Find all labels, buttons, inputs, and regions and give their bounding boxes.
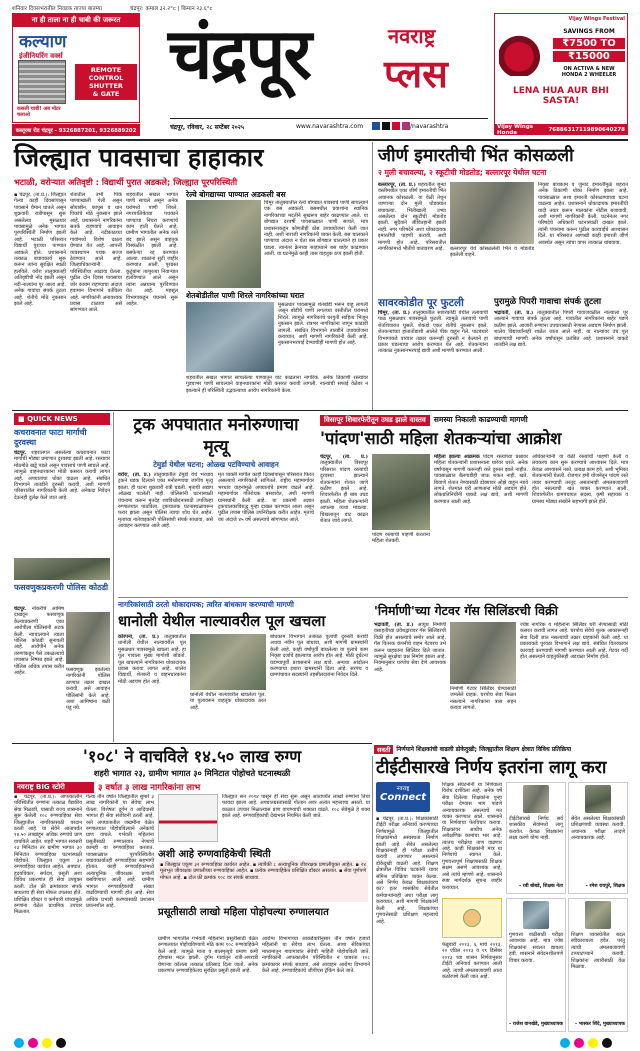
- farmers-kicker: [320, 414, 628, 426]
- left-ad-brand: कल्याण: [19, 32, 67, 52]
- remote-tags: [75, 64, 137, 100]
- x-icon[interactable]: [382, 122, 390, 130]
- left-ad-banner: ना ही ताला ना ही चाबी की जरूरत: [13, 14, 139, 27]
- quote-text-3: गुणवत्ता वाढीसाठी परीक्षा आवश्यक आहे. मात्र ज्येष्ठ शिक्षकांना सवलत द्यायला हवी. शासनाने संवेदनशीलपणे विचार करावा.: [509, 932, 563, 964]
- story108-col-4: आरोग्य विभागाच्या आकडेवारीनुसार तीन वर्षात हजारो महिलांनी या सेवेचा लाभ घेतला. आशा सेविकांच्या माध्यमातून गावागावांत सेवेची माहिती पोहोचविली जाते. नागरिकांनी आपत्कालीन परिस्थितीत न घाबरता १०८ क्रमांकावर संपर्क साधावा, असे आवाहन आरोग्य विभागाने केले आहे. रुग्णवाहिकांचे जीपीएस ट्रॅकिंग केले जाते.: [262, 936, 370, 975]
- quick-news-label-text: QUICK NEWS: [27, 415, 78, 423]
- right-ad-price-to: ₹15000: [553, 51, 625, 62]
- farmers-byline: चंद्रपूर, (ता. प्र.): [320, 454, 368, 460]
- quick-item-1-text: चंद्रपूर. शहरालगत असलेल्या कचरावनात फाटा मार्गाची मोठ्या प्रमाणात दुरवस्था झाली आहे. रस्त्यावर मोठमोठे खड्डे पडले असून पावसाचे पाणी साचले आहे. त्यामुळे वाहनधारकांना मोठी कसरत करावी लागत आहे. अपघाताचा धोका वाढला आहे. संबंधित विभागाने तातडीने दुरुस्ती करावी, अशी मागणी परिसरातील नागरिकांनी केली आहे. अनेकदा निवेदन देऊनही दुर्लक्ष केले जात आहे.: [14, 450, 110, 501]
- story108-col-2: गेल्या तीन वर्षात जिल्ह्यातील सुमारे ३ लाख नागरिकांनी या सेवेचा लाभ घेतला. विशेषतः दुर्गम व आदिवासी भागात ही सेवा संजीवनी ठरली आहे. रस्ते अपघातातील जखमींना वेळेत रुग्णालयात पोहोचविल्याने अनेकांचे प्राण वाचले. गर्भवती महिलांना प्रसूतीसाठी रुग्णालयात नेण्याचे कामही या रुग्णवाहिका करतात. पावसाळ्यात पूरपरिस्थितीत बचावकार्यातही रुग्णवाहिका सहभागी होतात. काही रुग्णवाहिकांमध्ये अत्याधुनिक जीवरक्षक प्रणाली बसविण्यात आली आहे. ग्रामीण भागात रुग्णवाहिकांची संख्या वाढविण्याची मागणी होत आहे. सेवा अधिक प्रभावी करण्यासाठी प्रशासन प्रयत्नशील आहे.: [86, 794, 154, 909]
- col-divider-lead: [372, 142, 373, 410]
- yellow-mark-icon: [42, 1038, 52, 1048]
- connect-badge: [376, 782, 430, 812]
- date-line: चंद्रपूर, रविवार, २८ सप्टेंबर २०२५: [170, 124, 245, 131]
- big-story-tag: नवराष्ट्र BIG स्टोरी: [14, 782, 94, 793]
- cyan-mark-icon: [14, 1038, 24, 1048]
- cylinder-headline: 'निर्माणी'च्या गेटवर गॅस सिलिंडरची विक्री: [374, 603, 558, 618]
- farmers-col-2: महिला झाल्या आक्रमक पांदण रस्त्यांच्या प्रश्नावर महिला शेतकऱ्यांनी प्रशासनाला धारेवर धरले. अनेक वर्षांपासून मागणी करूनही रस्ते दुरुस्त झाले नाहीत. पावसाळ्यात बैलगाडीही जाऊ शकत नाही. खते, बियाणे शेतात नेण्यासाठी डोक्यावर ओझे वाहून न्यावे लागते. शेतमाल घरी आणताना मोठी अडचण होते. लोकप्रतिनिधींनी याकडे लक्ष द्यावे, अशी मागणी करण्यात आली आहे.: [434, 454, 528, 505]
- culvert-col-2: बांधकाम विभागाने तत्काळ पुलाची दुरुस्ती करावी अथवा नवीन पूल बांधावा, अशी मागणी ग्रामस्थांनी केली आहे. काही वर्षांपूर्वी बांधलेल्या या पुलाचे काम निकृष्ट दर्जाचे झाल्याचा आरोप होत आहे. मोठी दुर्घटना घडण्यापूर्वी प्रशासनाने लक्ष द्यावे. अन्यथा आंदोलन करण्याचा इशारा ग्रामस्थांनी दिला आहे. सरपंच व ग्रामपंचायत सदस्यांनी तहसीलदारांना निवेदन दिले.: [270, 634, 368, 679]
- lead-photo-text: चिमूर तालुक्यातील रेल्वे बोगद्यात पावसाचे पाणी साचल्याने एक बस अडकली. बसमधील प्रवाशांना स्थानिक नागरिकांच्या मदतीने सुखरूप बाहेर काढण्यात आले. या बोगद्यात दरवर्षी पावसाळ्यात पाणी साचते, मात्र प्रशासनाकडून कोणतीही ठोस उपाययोजना केली जात नाही, अशी नाराजी नागरिकांनी व्यक्त केली. बस चालकाने पाण्याचा अंदाज न घेता बस बोगद्यात घातल्याने हा प्रकार घडला. त्यानंतर क्रेनच्या साहाय्याने बस बाहेर काढण्यात आली. या घटनेमुळे काही तास वाहतूक ठप्प झाली होती.: [264, 200, 368, 258]
- bridge-short-text: भद्रावती, (ता. प्र.) तालुक्यातील पिपरी गावाजवळील नाल्याला पूर आल्याने गावाचा संपर्क तुटला आहे. गावातील नागरिकांना बाहेर पडणे कठीण झाले. आजारी रुग्णांना उपचारासाठी नेण्यास अडचण निर्माण झाली. शालेय विद्यार्थ्यांनाही शाळेत जाता आले नाही. या नाल्यावर उंच पूल बांधण्याची मागणी अनेक वर्षांपासून प्रलंबित आहे. प्रशासनाने याकडे तातडीने लक्ष द्यावे.: [494, 310, 628, 349]
- lead-col-3: शहरातील सखल भागात पाणी साचले असून अनेक घरांमध्ये पाणी शिरले. नगरपालिकेच्या पथकाने पाण्याचा निचरा करण्याचे काम हाती घेतले आहे. ग्रामीण भागातील अनेक रस्ते बंद झाले असून वाहतूक विस्कळीत झाली आहे. बसफेऱ्या रद्द करण्यात आल्या. शाळांना सुटी जाहीर करण्यात आली. पूरग्रस्त कुटुंबांना तात्पुरत्या निवाऱ्यात हलविण्यात आले असून त्यांना अन्नधान्य पुरविण्यात येत आहे. महसूल विभागाकडून पंचनामे सुरू आहेत.: [126, 192, 178, 307]
- shutter-image: [18, 60, 66, 104]
- tet-kicker-bar: [374, 744, 628, 754]
- quick-photo: [14, 558, 110, 580]
- story108-headline: '१०८' ने वाचविले १४.५० लाख रुग्ण: [82, 747, 302, 766]
- story108-box-headline: अशी आहे रुग्णवाहिकेची स्थिती: [158, 849, 271, 860]
- quote-name-2: - रमेश रायपुरे, शिक्षक: [585, 884, 625, 889]
- website-link[interactable]: www.navarashtra.com: [296, 123, 364, 130]
- right-ad-dealer: Vijay Wings Honda: [497, 123, 534, 136]
- left-ad-address: कस्तूरबा रोड चंद्रपूर - 9326887201, 9326889202: [12, 124, 140, 136]
- farmers-headline: 'पांदण'साठी महिला शेतकऱ्यांचा आक्रोश: [320, 429, 562, 448]
- lead-photo-caption-bottom: शहरातील सखल भागात साचलेल्या पाण्यातून वाट काढताना नागरिक. अनेक ठिकाणी रस्त्यांवर गुडघाभर पाणी साचल्याने वाहनधारकांना मोठी कसरत करावी लागली. नाल्यांची सफाई वेळेवर न झाल्याने ही परिस्थिती उद्भवल्याचा आरोप नागरिकांनी केला.: [186, 375, 368, 394]
- culvert-photo-caption: धानोली येथील नाल्यावरील खचलेला पूल. या पुलावरून वाहतूक धोकादायक ठरत आहे.: [190, 692, 266, 711]
- row-divider-mid: [118, 597, 628, 598]
- tag-remote: REMOTE: [90, 66, 122, 74]
- weather-readout: चंद्रपूर: कमाल ३२.२°c | किमान २३.६°c: [130, 6, 213, 12]
- story108-col-1: ▪ चंद्रपूर, (ता.प्र.): आपत्कालीन परिस्थितीत रुग्णांना तत्काळ वैद्यकीय सेवा मिळावी, यासाठी राज्य शासनाने सुरू केलेली १०८ रुग्णवाहिका सेवा जिल्ह्यातील नागरिकांसाठी वरदान ठरली आहे. या सेवेने आतापर्यंत १४.५० लाखांहून अधिक रुग्णांचे प्राण वाचविले आहेत. शहरी भागात सरासरी २३ मिनिटांत तर ग्रामीण भागात ३० मिनिटांत रुग्णवाहिका घटनास्थळी पोहोचते. जिल्ह्यात एकूण ३२ रुग्णवाहिका कार्यरत आहेत. अपघात, हृदयविकार, सर्पदंश, प्रसूती अशा विविध प्रकरणांत ही सेवा उपयुक्त ठरली. टोल फ्री क्रमांकावर संपर्क साधताच ही सेवा मोफत उपलब्ध होते. प्रशिक्षित डॉक्टर व कर्मचारी यांच्यामुळे रुग्णांना वेळेत प्राथमिक उपचार मिळतात.: [14, 794, 82, 916]
- facebook-icon[interactable]: [372, 122, 380, 130]
- story108-box-text: ▪ जिल्ह्यात एकूण ३२ रुग्णवाहिका कार्यरत आहेत. ▪ त्यापैकी ८ अत्याधुनिक जीवरक्षक प्रणालीयुक्त आहेत. ▪ २४ मूलभूत जीवरक्षक प्रणालीच्या रुग्णवाहिका आहेत. ▪ प्रत्येक रुग्णवाहिकेत प्रशिक्षित डॉक्टर असतात. ▪ सेवा पूर्णपणे मोफत आहे. ▪ टोल फ्री क्रमांक १०८ वर संपर्क साधावा.: [158, 860, 368, 902]
- right-ad-tagline: LENA HUA AUR BHI SASTA!: [513, 86, 609, 106]
- youtube-icon[interactable]: [392, 122, 400, 130]
- col-divider-108: [372, 756, 373, 1034]
- right-ad-phone2[interactable]: 9890640278: [586, 126, 625, 133]
- masthead-bottom-rule: [12, 139, 628, 141]
- lead-col-1: ▪ चंद्रपूर, (ता.प्र.): जिल्ह्यात गेल्या काही दिवसांपासून पावसाने थैमान घातले असून शुक्रवारी रात्रीपासून सुरू असलेल्या मुसळधार पावसामुळे अनेक भागात पूरपरिस्थिती निर्माण झाली आहे. भटाळी परिसरात विद्यार्थी पुराच्या पाण्यात अडकले होते. प्रशासनाने तत्काळ बचावकार्य सुरू करून त्यांना सुरक्षित स्थळी हलविले. वरोरा तालुक्यातही अतिवृष्टीची नोंद झाली असून नदी-नाल्यांना पूर आला आहे. अनेक गावांचा संपर्क तुटला आहे. शेतीचे मोठे नुकसान झाले आहे.: [14, 192, 66, 307]
- tag-gate: & GATE: [92, 90, 120, 98]
- wall-subhead: २ मुली बचावल्या, २ स्कूटीची मोडतोड; बल्लारपूर येथील घटना: [378, 168, 547, 177]
- masthead-sub-brand-bottom: प्लस: [384, 52, 448, 96]
- scooter-image: [499, 28, 549, 76]
- culvert-kicker: नागरिकांसाठी ठरतो धोकादायक; त्वरित बांधकाम करण्याची मागणी: [118, 600, 294, 609]
- truck-col-2: मृत व्यक्ती मागील काही दिवसांपासून परिसरात फिरत असल्याचे नागरिकांनी सांगितले. राष्ट्रीय महामार्गावर भरधाव वाहनांमुळे अपघातांचे प्रमाण वाढले आहे. महामार्गावर गतिरोधक बसवावेत, अशी मागणी ग्रामस्थांनी केली आहे. या प्रकरणी अज्ञात ट्रकचालकाविरुद्ध गुन्हा दाखल करण्यात आला असून पुढील तपास पोलिस उपनिरीक्षक करीत आहेत. मृताचे वय अंदाजे ४५ वर्षे असल्याचे सांगण्यात आले.: [218, 472, 314, 523]
- farmers-col-1: चंद्रपूर, (ता. प्र.) तालुक्यातील विसापूर परिसरात पांदण रस्त्यांची दुरवस्था झाल्याने शेतकऱ्यांना शेतात जाणे कठीण झाले आहे. शिवारफेरीत ही बाब उघड झाली. महिला शेतकऱ्यांनी आपल्या व्यथा मांडल्या. चिखलातून वाट काढत शेतात जावे लागते.: [320, 454, 368, 525]
- masthead-title: चंद्रपूर: [168, 13, 311, 95]
- story108-box-headline2: प्रसूतीसाठी लाखो महिला पोहोचल्या रुग्णालयात: [158, 907, 329, 918]
- story108-subhead: शहरी भागात २३, ग्रामीण भागात ३० मिनिटात पोहोचते घटनास्थळी: [93, 768, 291, 778]
- lead-photo-bus: [186, 200, 261, 288]
- right-ad-footer: [495, 124, 627, 135]
- tet-headline: टीईटीसारखे निर्णय इतरांना लागू करा: [376, 758, 607, 778]
- magenta-mark-icon: [574, 1038, 584, 1048]
- right-ad-price-from: ₹7500 TO: [553, 38, 625, 49]
- section-rule-2: [12, 743, 372, 744]
- quote-avatar-4: [585, 901, 611, 929]
- cylinder-byline: भद्रावती, (ता. प्र.): [374, 622, 414, 628]
- quote-name-4: - भास्कर शिंदे, मुख्याध्यापक: [575, 1022, 625, 1027]
- section-rule-1: [12, 410, 628, 411]
- story108-side-text: जिल्ह्यात सन २०१४ पासून ही सेवा सुरू असून आतापर्यंत लाखो रुग्णांना तिचा फायदा झाला आहे. अपघातग्रस्तांसाठी गोल्डन अवर अत्यंत महत्त्वाचा असतो. या काळात उपचार मिळाल्यास प्राण वाचण्याची शक्यता वाढते. १०८ सेवेमुळे हे शक्य झाले आहे. रुग्णवाहिकांची देखभाल नियमित केली जाते.: [222, 794, 370, 820]
- left-ad[interactable]: [12, 13, 140, 123]
- wall-photo: [450, 182, 534, 244]
- masthead: [0, 0, 640, 140]
- tag-shutter: SHUTTER: [89, 82, 123, 90]
- wall-byline: बल्लारपूर, (ता. प्र.): [378, 182, 416, 188]
- connect-badge-label: Connect: [380, 792, 426, 803]
- social-icons: [372, 122, 410, 130]
- right-ad[interactable]: [494, 13, 628, 135]
- lead-photo-caption-mid: शेतबोडीतील पाणी शिरले नागरिकांच्या घरात: [186, 291, 305, 300]
- masthead-rule: [170, 118, 488, 119]
- right-ad-offer: ON ACTIVA & NEW HONDA 2 WHEELER: [561, 66, 617, 78]
- quote-box-1: [506, 782, 566, 894]
- left-ad-sub: इंजीनियरिंग वर्क्स: [19, 52, 63, 60]
- wall2-headline: सावरकोडीत पूर फुटली: [378, 297, 464, 309]
- wall-col-right: निकृष्ट बांधकाम व जुनाट इमारतींमुळे शहरात अनेक ठिकाणी धोका निर्माण झाला आहे. पावसाळ्यात अशा इमारती कोसळण्याच्या घटना वाढल्या आहेत. प्रशासनाने धोकादायक इमारतींची यादी तयार करून मालकांना नोटीस बजावावी, अशी मागणी नागरिकांनी केली. घटनेनंतर नगर परिषदेचे अधिकारी घटनास्थळी दाखल झाले. त्यांनी पंचनामा करून पुढील कारवाईचे आश्वासन दिले. या परिसरात आणखी काही इमारती जीर्ण अवस्थेत असून त्यांचा वापर तात्काळ थांबवावा.: [538, 182, 628, 246]
- lead-headline: जिल्ह्यात पावसाचा हाहाकार: [14, 143, 264, 172]
- social-handle: /navarashtra: [410, 123, 449, 130]
- black-mark-icon: [602, 1038, 612, 1048]
- cylinder-col-1: भद्रावती, (ता. प्र.) आयुध निर्माणी वसाहतीच्या प्रवेशद्वारावर गॅस सिलिंडरची विक्री होत असल्याचे समोर आले आहे. गॅस वितरक कंपनीचे वाहन गेटवरच उभे करून ग्राहकांना सिलिंडर दिले जातात. त्यामुळे सुरक्षेचा प्रश्न निर्माण झाला आहे. नियमानुसार घरपोच सेवा देणे आवश्यक आहे.: [374, 622, 446, 673]
- quote-box-4: [568, 898, 628, 1032]
- quick-item-2-byline: चंद्रपूर.: [14, 606, 27, 612]
- wall-text: बल्लारपूर, (ता. प्र.) शहरातील जुन्या वस्तीमधील एका जीर्ण इमारतीची भिंत अचानक कोसळली. या वेळी तेथून जाणाऱ्या दोन मुली थोडक्यात बचावल्या. भिंतीखाली उभ्या असलेल्या दोन स्कूटींची मोडतोड झाली. सुदैवाने जीवितहानी झाली नाही. नगर परिषदेने अशा धोकादायक इमारतींची पाहणी करावी, अशी मागणी होत आहे. परिसरातील नागरिकांमध्ये भीतीचे वातावरण आहे.: [378, 182, 446, 253]
- cylinder-col-2: ज्येष्ठ नागरिक व महिलांना सिलिंडर घरी नेण्यासाठी मोठी कसरत करावी लागत आहे. घरपोच सेवेचे शुल्क आकारूनही सेवा दिली जात नसल्याची तक्रार ग्राहकांनी केली आहे. या प्रकाराकडे पुरवठा विभागाने लक्ष द्यावे. संबंधित वितरकावर कारवाई करण्याची मागणी करण्यात आली आहे. गेटवर गर्दी होत असल्याने वाहतुकीसही अडथळा निर्माण होतो.: [520, 622, 628, 661]
- right-ad-phone[interactable]: 7688631711: [548, 126, 587, 133]
- registration-marks-right: [560, 1038, 612, 1048]
- bridge-short-headline: पुरामुळे पिपरी गावाचा संपर्क तुटला: [494, 297, 602, 307]
- truck-col-1: वरोरा, (ता. प्र.) तालुक्यातील टेमुर्डा येथे भरधाव ट्रकने धडक दिल्याने एका मनोरुग्णाचा जागीच मृत्यू झाला. ही घटना शुक्रवारी रात्री घडली. मृताची अद्याप ओळख पटलेली नाही. पोलिसांनी घटनास्थळी पंचनामा करून मृतदेह शवविच्छेदनासाठी उपजिल्हा रुग्णालयात पाठविला. ट्रकचालक घटनास्थळावरून फरार झाला असून पोलिस त्याचा शोध घेत आहेत. मृताच्या नातेवाइकांनी पोलिसांशी संपर्क साधावा, असे आवाहन करण्यात आले आहे.: [118, 472, 213, 530]
- quick-item-2-text: चंद्रपूर. नोकरीचे आमिष दाखवून फसवणूक केल्याप्रकरणी एका आरोपीला पोलिसांनी अटक केली. न्यायालयाने त्याला पोलिस कोठडी सुनावली आहे. आरोपीने अनेक तरुणांकडून पैसे उकळल्याचे तपासात निष्पन्न झाले आहे. पोलिस अधिक तपास करीत आहेत.: [14, 606, 64, 677]
- cartoon: [442, 898, 502, 938]
- quick-photo-2: [66, 612, 110, 664]
- cylinder-photo: [450, 622, 516, 684]
- story108-col-3: ग्रामीण भागातील गर्भवती महिलांना प्रसूतीसाठी वेळेत रुग्णालयात पोहोचविण्याचे मोठे काम १०८ रुग्णवाहिकेने केले आहे. त्यामुळे माता व बालमृत्यूचे प्रमाण कमी होण्यास मदत झाली. दुर्गम गावांतून रात्री-अपरात्री येणाऱ्या कॉलला तत्काळ प्रतिसाद दिला जातो. अनेक प्रकरणांत रुग्णवाहिकेतच सुरक्षित प्रसूती झाली आहे.: [158, 936, 258, 975]
- quote-avatar-2: [585, 785, 611, 813]
- tag-control: CONTROL: [88, 74, 124, 82]
- quote-text-2: सेवेत असलेल्या शिक्षकांसाठी प्रशिक्षणाची व्यवस्था करावी. अचानक परीक्षा लादणे अन्यायकारक आहे.: [571, 816, 625, 842]
- magenta-mark-icon: [28, 1038, 38, 1048]
- culvert-photo: [190, 634, 266, 690]
- quote-name-3: - राजेश वानखेडे, मुख्याध्यापक: [509, 1022, 563, 1027]
- left-ad-bubble: कसली चाबी! अब मोटर चलाओ: [17, 106, 61, 118]
- lead-photo2-text: मुसळधार पावसामुळे शेतबोडी भरून वाहू लागली असून बोडीचे पाणी लगतच्या वस्तीतील घरांमध्ये शिरले. त्यामुळे नागरिकांचे घरगुती साहित्य भिजून नुकसान झाले. रात्रभर नागरिकांना जागून काढावी लागली. संबंधित विभागाने तातडीने उपाययोजना कराव्यात, अशी मागणी नागरिकांनी केली आहे. नुकसानभरपाई देण्याचीही मागणी होत आहे.: [278, 302, 368, 347]
- farmers-photo: [372, 454, 430, 530]
- wall2-text: चिमूर, (ता. प्र.) तालुक्यातील सावरकोडी येथील तलावाची पाळ मुसळधार पावसामुळे फुटली. त्यामुळे तलावाचे पाणी शेतशिवारात घुसले. शेकडो एकर शेतीचे नुकसान झाले. शेतकऱ्यांच्या हातातोंडाशी आलेले पीक वाहून गेले. पाटबंधारे विभागाकडे वारंवार तक्रार करूनही दुरुस्ती न केल्याने हा प्रकार घडल्याचा आरोप करण्यात येत आहे. शेतकऱ्यांना तात्काळ नुकसानभरपाई द्यावी अशी मागणी करण्यात आली.: [378, 310, 488, 355]
- quote-text-4: शिक्षण व्यवस्थेतील बदल स्वीकारायला हवेत. परंतु त्याची अंमलबजावणी टप्प्याटप्प्याने करावी. शिक्षकांना तयारीसाठी वेळ मिळावा.: [571, 932, 625, 971]
- wall-photo-caption: बल्लारपूर येथे कोसळलेली भिंत व मोडतोड झालेली वाहने.: [450, 246, 534, 259]
- quote-name-1: - रवी बोबडे, शिक्षक नेता: [519, 884, 563, 889]
- right-ad-festival: Vijay Wings Festival: [568, 16, 625, 22]
- tet-col-3: फेब्रुवारी २०१३, ६ मार्च २०१३, २० एप्रिल २०१३ व १९ डिसेंबर २०१३ च्या शासन निर्णयानुसार टीईटी अनिवार्य करण्यात आली आहे. त्याची अंमलबजावणी आता कठोरपणे केली जात आहे.: [442, 942, 502, 981]
- truck-subhead: टेमुर्डा येथील घटना; ओळख पटविण्याचे आवाहन: [153, 460, 279, 469]
- tet-kicker2-text: निर्णयाने शिक्षकांची वाढली डोकेदुखी; जिल्ह्यातील शिक्षण क्षेत्रात विविध प्रतिक्रिया: [396, 746, 572, 753]
- quote-avatar-1: [523, 785, 549, 813]
- culvert-col-1: कोरपना, (ता. प्र.) तालुक्यातील धानोली येथील नाल्यावरील पूल मुसळधार पावसामुळे खचला आहे. हा पूल गावाला मुख्य मार्गाशी जोडतो. पूल खचल्याने नागरिकांना धोकादायक प्रवास करावा लागत आहे. शालेय विद्यार्थी, शेतकरी व वाहनधारकांना मोठी अडचण होत आहे.: [118, 634, 186, 685]
- tet-kicker-text: सवती: [374, 745, 393, 754]
- cyan-mark-icon: [560, 1038, 570, 1048]
- masthead-sub-brand-top: नवराष्ट्र: [388, 24, 436, 48]
- cylinder-photo-caption: निर्माणी गेटवर सिलिंडर घेण्यासाठी जमलेले ग्राहक. घरपोच सेवा मिळत नसल्याने नागरिकांना त्रास सहन करावा लागतो.: [450, 686, 516, 712]
- yellow-mark-icon: [588, 1038, 598, 1048]
- tet-col-1: ▪ चंद्रपूर, (ता.प्र.): शिक्षकांसाठी टीईटी परीक्षा अनिवार्य करण्याच्या निर्णयामुळे जिल्ह्यातील शिक्षकांमध्ये अस्वस्थता निर्माण झाली आहे. सेवेत असलेल्या शिक्षकांनाही ही परीक्षा उत्तीर्ण करावी लागणार असल्याने डोकेदुखी वाढली आहे. शिक्षण क्षेत्रातील विविध घटकांनी यावर संमिश्र प्रतिक्रिया व्यक्त केल्या. असे निर्णय केवळ शिक्षकांवरच का? इतर शासकीय सेवेतील कर्मचाऱ्यांनाही अशा परीक्षा लागू कराव्यात, अशी मागणी शिक्षकांनी केली आहे. शिक्षकांच्या गुणवत्तेसाठी प्रशिक्षण महत्त्वाचे आहे.: [376, 816, 438, 925]
- lead-photo-caption-top: रेल्वे बोगद्याच्या पाण्यात अडकली बस: [186, 190, 286, 199]
- bridge-short-byline: भद्रावती, (ता. प्र.): [494, 310, 534, 316]
- quick-news-label: [14, 413, 110, 425]
- connect-badge-top: नवराष्ट्र: [396, 786, 410, 792]
- culvert-byline: कोरपना, (ता. प्र.): [118, 634, 160, 640]
- farmers-photo-caption: पांदण रस्त्याची पाहणी करताना महिला शेतकरी.: [372, 532, 430, 545]
- farmers-kicker2-text: समस्या निकाली काढण्याची मागणी: [433, 415, 528, 424]
- top-left-note: शनिवार दिवसभरातील निवडक ताज्या बातम्या: [12, 6, 103, 12]
- wall2-byline: चिमूर, (ता. प्र.): [378, 310, 411, 316]
- culvert-headline: धानोली येथील नाल्यावरील पूल खचला: [118, 612, 326, 630]
- quick-item-1-title: कचरावनात फाटा मार्गाची दुरवस्था: [14, 428, 87, 447]
- quote-avatar-3: [523, 901, 549, 929]
- lead-photo-flood: [186, 302, 274, 372]
- truck-headline: ट्रक अपघातात मनोरुग्णाचा मृत्यू: [133, 415, 299, 457]
- quick-item-2-title: फसवणुकप्रकरणी पोलिस कोठडी: [14, 583, 109, 592]
- quick-news-dot-icon: ■: [18, 415, 28, 423]
- col-divider-quick: [113, 412, 114, 742]
- quote-text-1: टीईटीसारखे निर्णय सर्व शासकीय सेवांमध्ये लागू करावेत. केवळ शिक्षकांना लक्ष्य करणे योग्य नाही.: [509, 816, 563, 842]
- black-mark-icon: [56, 1038, 66, 1048]
- wall-headline: जीर्ण इमारतीची भिंत कोसळली: [378, 146, 574, 166]
- truck-byline: वरोरा, (ता. प्र.): [118, 472, 151, 478]
- right-ad-save-label: SAVINGS FROM: [563, 28, 615, 35]
- quick-item-1-byline: चंद्रपूर.: [14, 450, 27, 456]
- quote-box-2: [568, 782, 628, 894]
- story108-subhead2: ३ वर्षात ३ लाख नागरिकांना लाभ: [98, 783, 201, 793]
- quote-box-3: [506, 898, 566, 1032]
- tet-col-2: शिक्षक संघटनांनी या निर्णयाला विरोध दर्शविला आहे. अनेक वर्षे सेवा दिलेल्या शिक्षकांना पुन्हा परीक्षा देण्यास भाग पाडणे अन्यायकारक असल्याचे मत व्यक्त करण्यात आले. शासनाने या निर्णयाचा फेरविचार करावा. शिक्षकांवर आधीच अनेक अशैक्षणिक कामांचा भार आहे. त्यातच परीक्षेचा ताण वाढणार आहे. काही शिक्षकांनी मात्र या निर्णयाचे स्वागत केले. गुणवत्तापूर्ण शिक्षणासाठी शिक्षक सक्षम असणे आवश्यक आहे, असे त्यांचे म्हणणे आहे. शासनाने स्पष्ट मार्गदर्शक सूचना जाहीर कराव्यात.: [442, 782, 502, 891]
- instagram-icon[interactable]: [402, 122, 410, 130]
- ambulance-photo: [158, 794, 218, 842]
- quick-item-2-text-b: फसवणूक झालेल्या नागरिकांनी पोलिस ठाण्यात तक्रार दाखल करावी, असे आवाहन पोलिसांनी केले आहे. अशा आमिषांना बळी पडू नये.: [66, 667, 110, 712]
- registration-marks: [14, 1038, 66, 1048]
- lead-subhead: भटाळी, वरोऱ्यात अतिवृष्टी : विद्यार्थी पुरात अडकले; जिल्ह्यात पूरपरिस्थिती: [14, 177, 238, 187]
- cartoon-face-icon: [463, 909, 481, 927]
- farmers-col-3: अधिकाऱ्यांनी या वेळी रस्त्यांची पाहणी केली व लवकरच काम सुरू करण्याचे आश्वासन दिले. मात्र केवळ आश्वासने नको, प्रत्यक्ष काम हवे, अशी भूमिका शेतकऱ्यांनी घेतली. रोजगार हमी योजनेतून पांदण रस्ते तयार करण्याची तरतूद असतानाही अंमलबजावणी होत नसल्याची खंत व्यक्त करण्यात आली. शिवारफेरीत ग्रामपंचायत सदस्य, कृषी सहायक व ग्रामस्थ मोठ्या संख्येने सहभागी झाले होते.: [532, 454, 628, 505]
- farmers-kicker-text: विसापूर शिवारफेरीतून उघड झाले वास्तव: [320, 415, 430, 426]
- lead-col-2: शेतातील उभी पिके पाण्याखाली गेली असून सोयाबीन, कापूस व धान पिकांचे मोठे नुकसान झाले आहे. प्रशासनाने नागरिकांना सतर्क राहण्याचे आवाहन केले आहे. नदीकाठच्या गावांमध्ये विशेष दक्षता घेण्यात येत आहे. आपत्ती व्यवस्थापन पथक सज्ज ठेवण्यात आले आहे. जिल्हाधिकाऱ्यांनी परिस्थितीचा आढावा घेतला. पुढील दोन दिवस पावसाचा जोर कायम राहण्याचा अंदाज हवामान विभागाने वर्तविला आहे. नागरिकांनी अनावश्यक प्रवास टाळावा असे सांगण्यात आले.: [70, 192, 122, 314]
